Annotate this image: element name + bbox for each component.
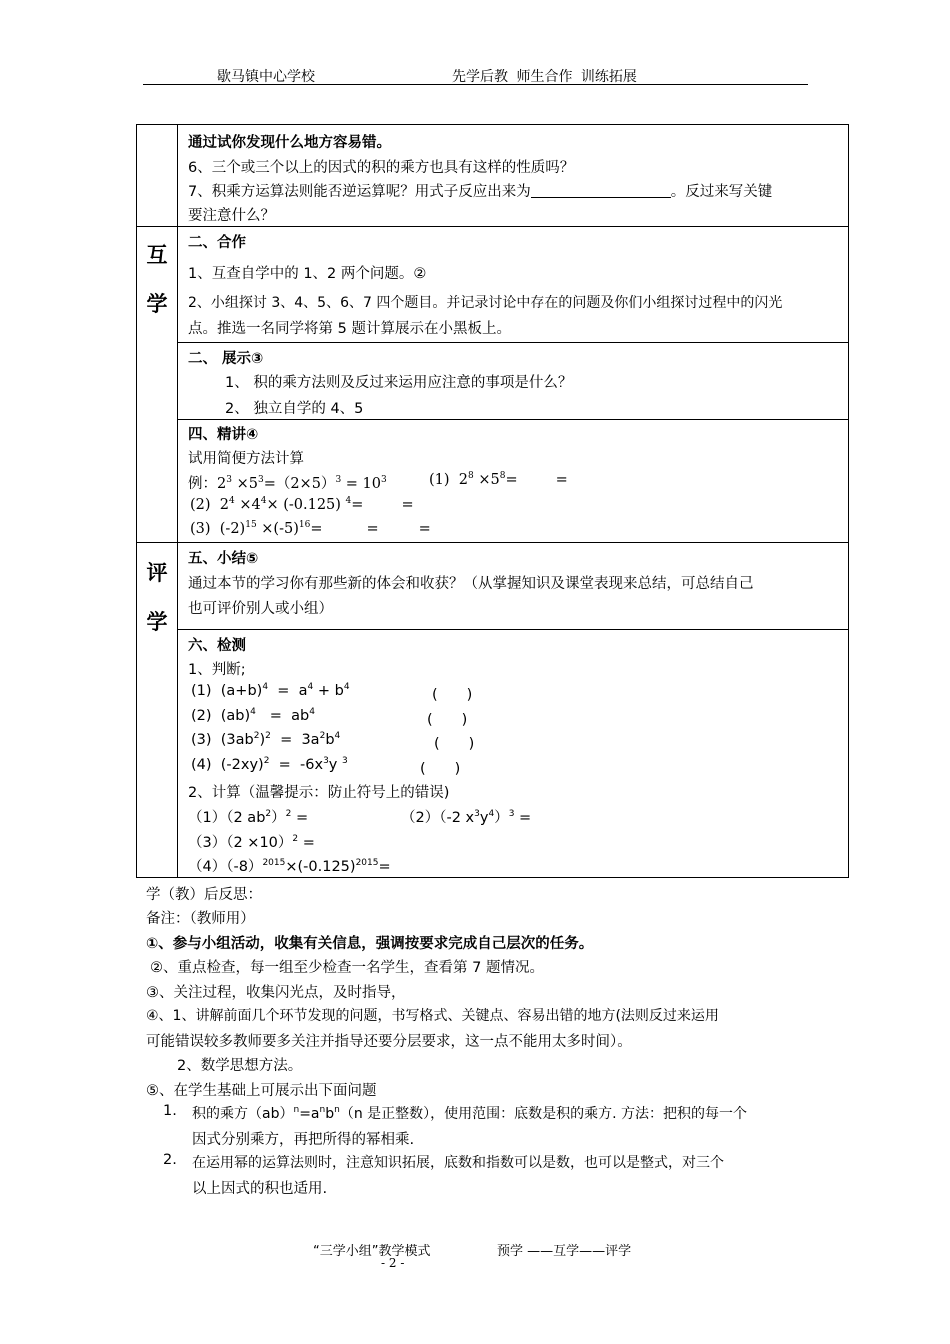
q1-label: (1) xyxy=(429,472,450,488)
zhanshi-item1: 1、 积的乘方法则及反过来运用应注意的事项是什么？ xyxy=(225,375,573,391)
section-label-ping: 评 xyxy=(146,561,168,585)
judge-item-2: (2) $(ab)^4 = ab^4$ xyxy=(191,707,315,724)
school-name: 歇马镇中心学校 xyxy=(217,69,315,85)
eq-sign: = xyxy=(366,521,379,537)
jiance-title: 六、检测 xyxy=(188,638,246,654)
calc-2-text: （2）（-2 x xyxy=(401,810,475,826)
list-1a-pre: 积的乘方（ab） xyxy=(192,1106,294,1122)
footer-mode: “三学小组”教学模式 xyxy=(313,1244,431,1259)
list-item-1a: 积的乘方$(ab)^n=a^nb^n(n$ 是正整数），使用范围：底数是积的乘方. 方法：把积的每一个 xyxy=(192,1105,748,1122)
eq-sign: = xyxy=(555,472,568,488)
calc-item-2: （2）（-2 $x^3y^4)^3$ = xyxy=(401,809,532,826)
reflect-label: 学（教）后反思： xyxy=(146,887,262,903)
example-eq: =（2×5） xyxy=(263,476,336,492)
header-motto: 先学后教 师生合作 训练拓展 xyxy=(452,69,637,85)
eq-sign: = xyxy=(401,497,414,513)
note-2: ②、重点检查，每一组至少检查一名学生，查看第 7 题情况。 xyxy=(150,960,544,976)
pre-line3-tail: 。反过来写关键 xyxy=(670,184,773,200)
calc-3-text: （3）（2 ×10） xyxy=(188,835,293,851)
hezuo-title: 二、合作 xyxy=(188,235,246,251)
question-1: (1) $2^8 \times 5^8=$ = xyxy=(429,471,568,488)
page-number: - 2 - xyxy=(381,1256,405,1270)
page-header xyxy=(0,0,950,90)
list-1a-post: （n 是正整数），使用范围：底数是积的乘方. 方法：把积的每一个 xyxy=(339,1106,748,1122)
pre-line4: 要注意什么？ xyxy=(188,208,275,224)
judge-item-4: (4) $(-2xy)^2 = -6x^3y$ $^3$ xyxy=(191,756,348,773)
hezuo-item2a: 2、小组探讨 3、4、5、6、7 四个题目。并记录讨论中存在的问题及你们小组探讨过程中的闪光 xyxy=(188,295,783,311)
calc-1-text: （1）（2 ab xyxy=(188,810,266,826)
header-rule xyxy=(143,84,808,85)
judge-paren-1[interactable]: ( ) xyxy=(432,687,473,703)
eq-sign: = xyxy=(418,521,431,537)
question-3: (3) $(-2)^{15} \times(-5)^{16}=$ = = xyxy=(190,520,431,537)
note-5: ⑤、在学生基础上可展示出下面问题 xyxy=(146,1083,377,1099)
section-label-xue2: 学 xyxy=(146,610,168,634)
example-result: = 10 xyxy=(341,476,381,492)
answer-blank[interactable] xyxy=(531,183,671,198)
lesson-table xyxy=(136,124,849,878)
q2-label: (2) xyxy=(190,497,211,513)
pre-line3 xyxy=(188,180,772,201)
list-num-2: 2. xyxy=(163,1152,177,1168)
row-divider xyxy=(137,226,848,227)
q3-label: (3) xyxy=(190,521,211,537)
note-4c: 2、数学思想方法。 xyxy=(177,1058,303,1074)
zhanshi-item2: 2、 独立自学的 4、5 xyxy=(225,401,364,417)
section-label-hu: 互 xyxy=(146,243,168,267)
note-4a: ④、1、讲解前面几个环节发现的问题，书写格式、关键点、容易出错的地方(法则反过来运用 xyxy=(146,1008,719,1024)
judge-paren-3[interactable]: ( ) xyxy=(434,736,475,752)
judge-title: 1、判断; xyxy=(188,662,246,678)
question-2: (2) $2^4 \times 4^4\times (-0.125) ^4=$ = xyxy=(190,496,414,513)
row-divider xyxy=(177,419,848,420)
calc-4-text: （4）（-8） xyxy=(188,859,263,875)
list-num-1: 1. xyxy=(163,1103,177,1119)
calc-item-1: （1）（2 $ab^2)^2$ = xyxy=(188,809,309,826)
zhanshi-title: 二、 展示③ xyxy=(188,351,264,367)
list-item-2b: 以上因式的积也适用. xyxy=(192,1181,328,1197)
pre-line3-text: 7、积乘方运算法则能否逆运算呢？用式子反应出来为 xyxy=(188,184,531,200)
example-equation: 例：$2^3 \times 5^3=(2\times 5)^3 = 10^3$ xyxy=(188,475,387,492)
calc-item-4: $(4)(-8)^{2015}\times(-0.125)^{2015}=$ xyxy=(188,858,391,875)
section-label-xue: 学 xyxy=(146,292,168,316)
footer-flow: 预学 ——互学——评学 xyxy=(497,1244,632,1259)
row-divider xyxy=(177,629,848,630)
remark-label: 备注：（教师用） xyxy=(146,911,255,927)
jingjiang-intro: 试用简便方法计算 xyxy=(188,451,304,467)
judge-item-3: (3) $(3ab^2)^2 = 3a^2b^4$ xyxy=(191,731,341,748)
pre-line2: 6、三个或三个以上的因式的积的乘方也具有这样的性质吗？ xyxy=(188,160,575,176)
hezuo-item2b: 点。推选一名同学将第 5 题计算展示在小黑板上。 xyxy=(188,321,511,337)
row-divider xyxy=(137,542,848,543)
xiaojie-line2: 也可评价别人或小组） xyxy=(188,601,333,617)
page-footer xyxy=(0,1230,950,1290)
calc-item-3: $(3)(2 \times 10)^2$ = xyxy=(188,834,315,851)
list-item-1b: 因式分别乘方，再把所得的幂相乘. xyxy=(192,1132,415,1148)
pre-line1: 通过试你发现什么地方容易错。 xyxy=(188,135,391,151)
list-item-2a: 在运用幂的运算法则时，注意知识拓展，底数和指数可以是数，也可以是整式，对三个 xyxy=(192,1155,724,1171)
row-divider xyxy=(177,342,848,343)
example-label: 例： xyxy=(188,476,217,492)
judge-paren-2[interactable]: ( ) xyxy=(427,712,468,728)
judge-paren-4[interactable]: ( ) xyxy=(420,761,461,777)
note-3: ③、关注过程，收集闪光点，及时指导， xyxy=(146,985,406,1001)
judge-item-1: (1) $(a+b)^4 = a^4 + b^4$ xyxy=(191,682,350,699)
xiaojie-line1: 通过本节的学习你有那些新的体会和收获？（从掌握知识及课堂表现来总结，可总结自己 xyxy=(188,576,754,592)
calc-title: 2、计算（温馨提示：防止符号上的错误) xyxy=(188,785,450,801)
column-divider xyxy=(177,125,178,877)
xiaojie-title: 五、小结⑤ xyxy=(188,551,259,567)
hezuo-item1: 1、互查自学中的 1、2 两个问题。② xyxy=(188,266,427,282)
note-1: ①、参与小组活动，收集有关信息，强调按要求完成自己层次的任务。 xyxy=(146,936,594,952)
note-4b: 可能错误较多教师要多关注并指导还要分层要求，这一点不能用太多时间）。 xyxy=(146,1034,632,1050)
jingjiang-title: 四、精讲④ xyxy=(188,427,259,443)
